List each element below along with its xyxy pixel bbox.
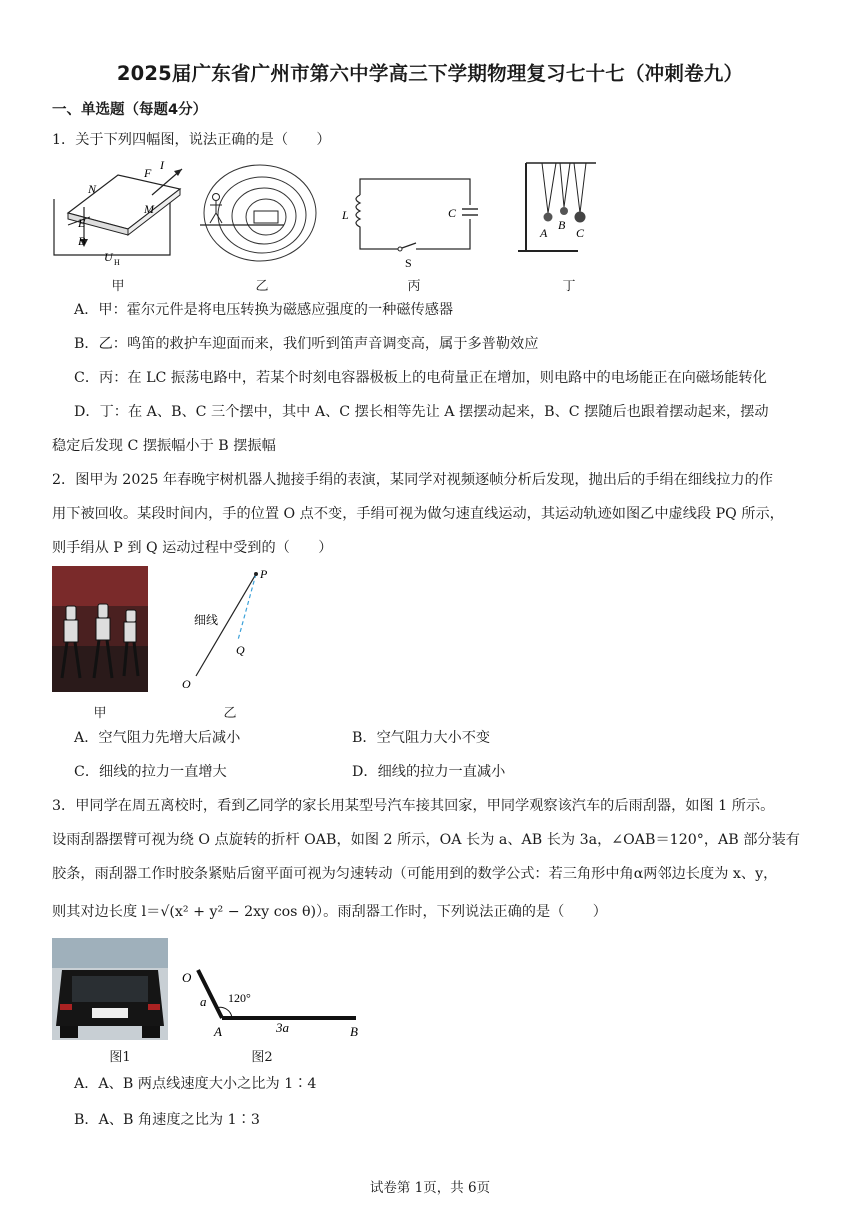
doppler-figure [200, 165, 316, 261]
label-thread: 细线 [194, 613, 219, 627]
label-a: a [200, 994, 207, 1009]
q1-caption-4: 丁 [562, 279, 576, 294]
lc-circuit-figure [341, 179, 478, 270]
wiper-figure [176, 962, 366, 1042]
pendulum-figure [518, 163, 596, 251]
q3-option-a: A．A、B 两点线速度大小之比为 1∶4 [74, 1076, 317, 1092]
label-M: M [144, 202, 154, 216]
label-O: O [182, 970, 192, 985]
label-C: C [448, 206, 457, 220]
q1-option-b: B．乙：鸣笛的救护车迎面而来，我们听到笛声音调变高，属于多普勒效应 [74, 336, 539, 352]
label-L: L [342, 208, 349, 222]
label-B: B [350, 1024, 358, 1039]
q1-option-d-cont: 稳定后发现 C 摆振幅小于 B 摆振幅 [52, 438, 276, 454]
q1-option-d: D．丁：在 A、B、C 三个摆中，其中 A、C 摆长相等先让 A 摆摆动起来，B、C 摆随后也跟着摆动起来，摆动 [74, 404, 769, 420]
q1-caption-3: 丙 [407, 279, 421, 294]
label-3a: 3a [276, 1020, 289, 1035]
hall-element-figure [54, 158, 182, 267]
q3-stem-2: 设雨刮器摆臂可视为绕 O 点旋转的折杆 OAB，如图 2 所示，OA 长为 a、AB 长为 3a，∠OAB＝120°，AB 部分装有 [52, 832, 800, 848]
q2-option-c: C．细线的拉力一直增大 [74, 764, 227, 780]
label-B2: B [558, 218, 566, 232]
q2-option-d: D．细线的拉力一直减小 [352, 764, 506, 780]
q1-option-c: C．丙：在 LC 振荡电路中，若某个时刻电容器极板上的电荷量正在增加，则电路中的电场能正在向磁场能转化 [74, 370, 767, 386]
q2-caption-2: 乙 [223, 706, 237, 721]
q2-caption-1: 甲 [93, 706, 107, 721]
label-Q: Q [236, 643, 245, 657]
q2-option-b: B．空气阻力大小不变 [352, 730, 491, 746]
car-photo [52, 938, 168, 1040]
label-A: A [214, 1024, 222, 1039]
q2-option-a: A．空气阻力先增大后减小 [74, 730, 241, 746]
q1-caption-2: 乙 [255, 279, 269, 294]
label-I: I [160, 158, 164, 172]
q3-option-b: B．A、B 角速度之比为 1∶3 [74, 1112, 260, 1128]
label-O: O [182, 677, 191, 691]
label-N: N [88, 182, 97, 196]
label-A: A [540, 226, 548, 240]
q2-trajectory-figure [176, 564, 272, 694]
section-heading: 一、单选题（每题4分） [52, 102, 208, 118]
q1-caption-1: 甲 [111, 279, 125, 294]
label-H: H [114, 258, 120, 267]
q3-stem-1: 3．甲同学在周五离校时，看到乙同学的家长用某型号汽车接其回家，甲同学观察该汽车的后雨刮器，如图 1 所示。 [52, 798, 775, 814]
q2-stem-1: 2．图甲为 2025 年春晚宇树机器人抛接手绢的表演，某同学对视频逐帧分析后发现，抛出后的手绢在细线拉力的作 [52, 472, 773, 488]
label-P: P [260, 567, 268, 581]
label-C2: C [576, 226, 585, 240]
label-U: U [104, 250, 113, 264]
label-E: E [78, 216, 86, 230]
q2-stem-2: 用下被回收。某段时间内，手的位置 O 点不变，手绢可视为做匀速直线运动，其运动轨迹如图乙中虚线段 PQ 所示， [52, 506, 784, 522]
label-B: B [78, 234, 86, 248]
label-S: S [405, 256, 412, 270]
robot-photo [52, 566, 148, 692]
q3-stem-4: 则其对边长度 l＝√(x² + y² − 2xy cos θ)）。雨刮器工作时，下列说法正确的是（ ） [52, 904, 607, 920]
q1-option-a: A．甲：霍尔元件是将电压转换为磁感应强度的一种磁传感器 [74, 302, 454, 318]
label-angle: 120° [228, 991, 251, 1005]
label-F: F [144, 166, 152, 180]
q3-caption-1: 图1 [109, 1050, 131, 1065]
page-title: 2025届广东省广州市第六中学高三下学期物理复习七十七（冲刺卷九） [116, 62, 744, 85]
q3-stem-3: 胶条，雨刮器工作时胶条紧贴后窗平面可视为匀速转动（可能用到的数学公式：若三角形中角α两邻边长度为 x、y， [52, 866, 778, 882]
q2-stem-3: 则手绢从 P 到 Q 运动过程中受到的（ ） [52, 540, 333, 556]
q1-stem: 1．关于下列四幅图，说法正确的是（ ） [52, 132, 331, 148]
q3-caption-2: 图2 [251, 1050, 273, 1065]
q1-figures [48, 155, 638, 273]
page-footer: 试卷第 1页，共 6页 [369, 1180, 491, 1196]
